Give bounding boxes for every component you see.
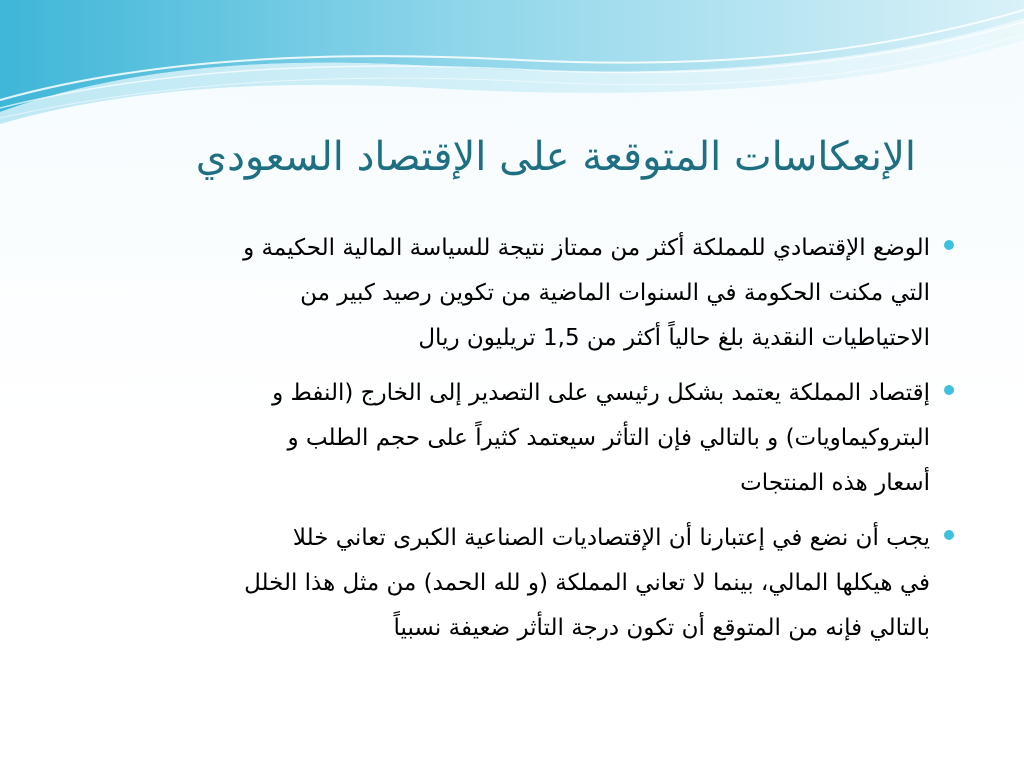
bullet-dot-icon xyxy=(944,530,954,540)
bullet-list xyxy=(80,226,960,661)
bullet-item xyxy=(80,516,960,651)
bullet-text-line: يجب أن نضع في إعتبارنا أن الإقتصاديات الصناعية الكبرى تعاني خللا xyxy=(292,525,930,551)
bullet-text-line: التي مكنت الحكومة في السنوات الماضية من تكوين رصيد كبير من xyxy=(300,280,930,306)
bullet-text-line: البتروكيماويات) و بالتالي فإن التأثر سيعتمد كثيراً على حجم الطلب و xyxy=(287,425,930,451)
slide-title: الإنعكاسات المتوقعة على الإقتصاد السعودي xyxy=(195,134,916,180)
header-wave-decoration xyxy=(0,0,1024,130)
bullet-text-line: الاحتياطيات النقدية بلغ حالياً أكثر من 1,5 تريليون ريال xyxy=(418,325,930,351)
bullet-dot-icon xyxy=(944,240,954,250)
bullet-item xyxy=(80,371,960,506)
bullet-item xyxy=(80,226,960,361)
bullet-text-line: إقتصاد المملكة يعتمد بشكل رئيسي على التصدير إلى الخارج (النفط و xyxy=(272,380,930,406)
bullet-dot-icon xyxy=(944,385,954,395)
bullet-text-line: أسعار هذه المنتجات xyxy=(740,470,930,496)
bullet-text-line: بالتالي فإنه من المتوقع أن تكون درجة التأثر ضعيفة نسبياً xyxy=(393,615,930,641)
bullet-text-line: الوضع الإقتصادي للمملكة أكثر من ممتاز نتيجة للسياسة المالية الحكيمة و xyxy=(243,235,930,261)
bullet-text-line: في هيكلها المالي، بينما لا تعاني المملكة (و لله الحمد) من مثل هذا الخلل xyxy=(244,570,930,596)
